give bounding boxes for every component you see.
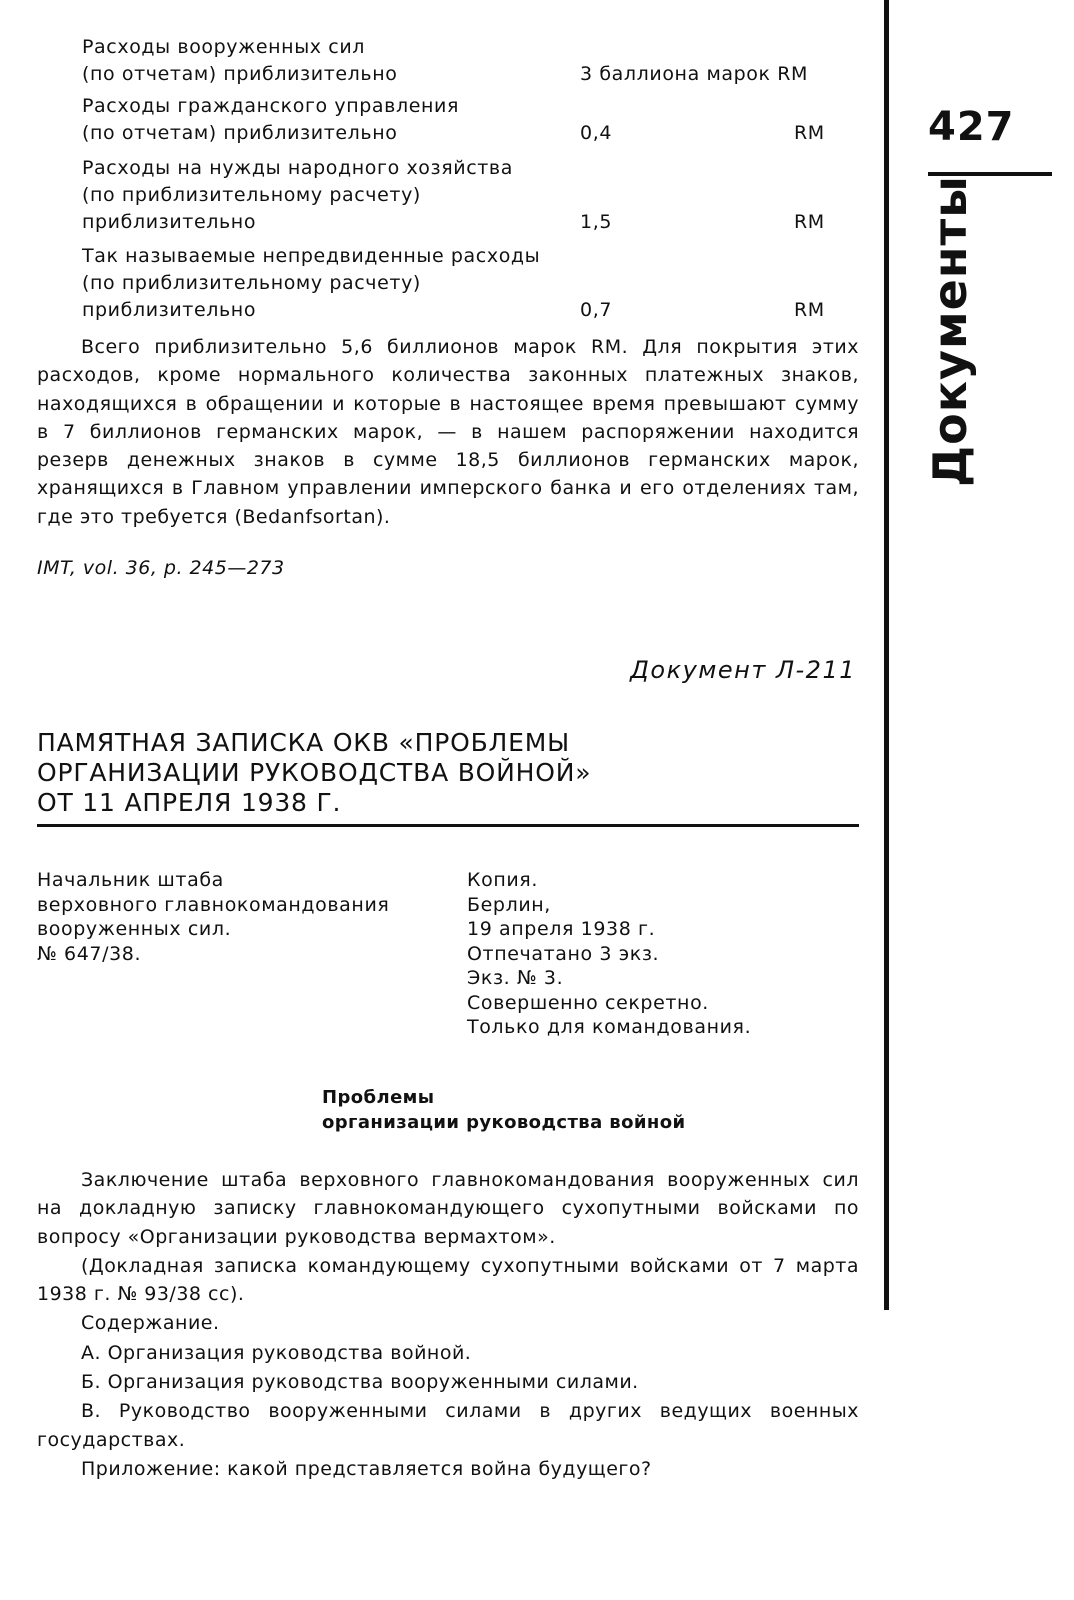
sender-line: № 647/38. — [37, 942, 142, 965]
heading-line: ОРГАНИЗАЦИИ РУКОВОДСТВА ВОЙНОЙ» — [37, 758, 592, 787]
page-number: 427 — [928, 104, 1015, 150]
margin-rule — [884, 0, 889, 1310]
section-subheading — [322, 1085, 685, 1135]
expense-item — [82, 243, 842, 324]
expense-unit: RM — [794, 122, 825, 144]
classification-line: Экз. № 3. — [467, 967, 564, 989]
body-paragraph: Приложение: какой представляется война будущего? — [81, 1457, 652, 1480]
expense-label: (по приблизительному расчету) — [82, 184, 421, 206]
expense-label: Так называемые непредвиденные расходы — [82, 245, 541, 267]
citation: IMT, vol. 36, p. 245—273 — [37, 557, 285, 579]
expense-amount: 0,7 — [580, 299, 613, 321]
total-paragraph: Всего приблизительно 5,6 биллионов марок RM. Для покрытия этих расходов, кроме нормального количества законных платежных знаков, находящихся в обращении и которые в настоящее время превышают сумму в 7 биллионов германских марок, — в нашем распоряжении находится резерв денежных знаков в сумме 18,5 биллионов германских марок, хранящихся в Главном управлении имперского банка и его отделениях там, где это требуется (Bedanfsortan). — [37, 336, 859, 528]
expense-label: приблизительно — [82, 299, 257, 321]
heading-divider — [37, 824, 859, 827]
classification-line: 19 апреля 1938 г. — [467, 918, 656, 940]
document-heading — [37, 728, 591, 818]
classification-line: Отпечатано 3 экз. — [467, 942, 660, 965]
expense-label: (по приблизительному расчету) — [82, 272, 421, 294]
subheading-line: организации руководства войной — [322, 1112, 686, 1133]
body-paragraph: Заключение штаба верховного главнокомандования вооруженных сил на докладную записку главнокомандующего сухопутными войсками по вопросу «Организации руководства вермахтом». — [37, 1169, 859, 1248]
classification-line: Копия. — [467, 869, 538, 891]
expense-amount: 3 баллиона марок RM — [580, 63, 809, 85]
expense-label: Расходы гражданского управления — [82, 95, 459, 117]
classification-line: Только для командования. — [467, 1016, 752, 1038]
expense-amount: 1,5 — [580, 211, 613, 233]
classification-line: Берлин, — [467, 893, 551, 916]
expense-item — [82, 34, 842, 88]
body-paragraph: Б. Организация руководства вооруженными силами. — [81, 1371, 639, 1394]
expense-amount: 0,4 — [580, 122, 613, 144]
sender-line: Начальник штаба — [37, 869, 224, 891]
expense-label: Расходы вооруженных сил — [82, 36, 366, 58]
expense-unit: RM — [794, 299, 825, 321]
body-paragraph: В. Руководство вооруженными силами в других ведущих военных государствах. — [37, 1400, 859, 1451]
heading-line: ПАМЯТНАЯ ЗАПИСКА ОКВ «ПРОБЛЕМЫ — [37, 728, 570, 757]
expense-item — [82, 93, 842, 147]
body-paragraph: А. Организация руководства войной. — [81, 1341, 472, 1364]
expense-label: (по отчетам) приблизительно — [82, 122, 398, 144]
expense-label: (по отчетам) приблизительно — [82, 63, 398, 85]
subheading-line: Проблемы — [322, 1087, 435, 1108]
expense-label: приблизительно — [82, 211, 257, 233]
sender-line: верховного главнокомандования — [37, 893, 390, 916]
document-number: Документ Л-211 — [630, 656, 856, 684]
expense-label: Расходы на нужды народного хозяйства — [82, 157, 513, 179]
classification-line: Совершенно секретно. — [467, 991, 709, 1014]
heading-line: ОТ 11 АПРЕЛЯ 1938 Г. — [37, 788, 342, 817]
sender-line: вооруженных сил. — [37, 918, 232, 940]
section-label — [896, 175, 1004, 487]
body-text — [37, 1166, 859, 1484]
body-paragraph: Содержание. — [81, 1312, 220, 1335]
sender-block — [37, 868, 389, 966]
section-label-text: Документы — [923, 175, 977, 487]
body-paragraph: (Докладная записка командующему сухопутными войсками от 7 марта 1938 г. № 93/38 сс). — [37, 1254, 859, 1306]
classification-block — [467, 868, 751, 1040]
expense-item — [82, 155, 842, 236]
expense-unit: RM — [794, 211, 825, 233]
